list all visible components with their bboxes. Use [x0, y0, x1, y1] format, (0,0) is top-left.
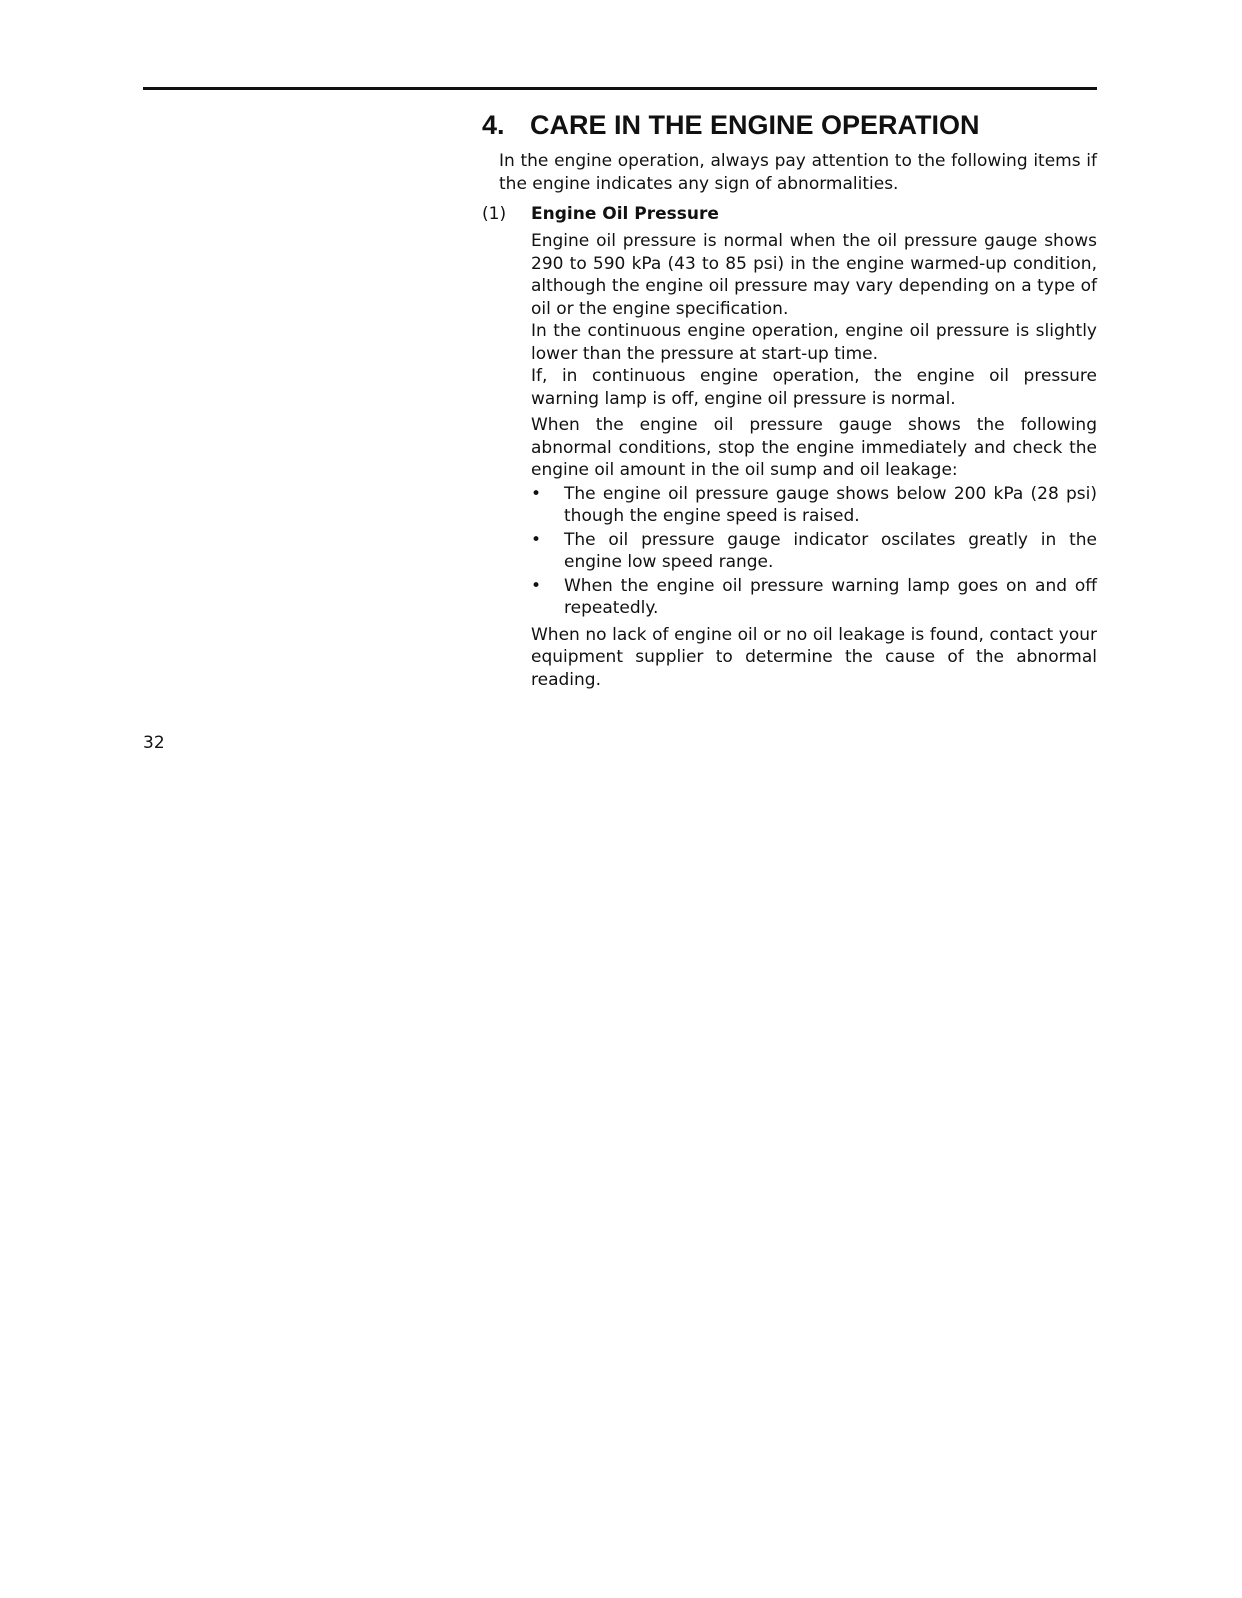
paragraph-closing: When no lack of engine oil or no oil leakage is found, contact your equipment supplier to determine the cause of the abnormal reading.: [531, 624, 1097, 690]
list-item: [531, 575, 1097, 620]
paragraph-abnormal-conditions: When the engine oil pressure gauge shows the following abnormal conditions, stop the engine immediately and check the engine oil amount in the oil sump and oil leakage:: [531, 415, 1097, 480]
subsection-body: [531, 230, 1097, 691]
list-item-text: The oil pressure gauge indicator oscilates greatly in the engine low speed range.: [564, 529, 1097, 572]
section-number: 4.: [482, 110, 505, 140]
abnormal-conditions-list: [531, 483, 1097, 620]
section-intro: In the engine operation, always pay attention to the following items if the engine indicates any sign of abnormalities.: [499, 151, 1097, 194]
bullet-icon: •: [531, 483, 542, 504]
subsection-number: (1): [482, 204, 507, 224]
header-rule: [143, 87, 1097, 90]
paragraph-continuous-operation: In the continuous engine operation, engine oil pressure is slightly lower than the pressure at start-up time.: [531, 321, 1097, 364]
paragraph-warning-lamp: If, in continuous engine operation, the engine oil pressure warning lamp is off, engine oil pressure is normal.: [531, 366, 1097, 409]
list-item: [531, 529, 1097, 574]
bullet-icon: •: [531, 575, 542, 596]
section-heading: [482, 108, 1102, 142]
section-title: CARE IN THE ENGINE OPERATION: [530, 110, 980, 140]
list-item-text: The engine oil pressure gauge shows below 200 kPa (28 psi) though the engine speed is raised.: [564, 483, 1097, 526]
bullet-icon: •: [531, 529, 542, 550]
paragraph-normal-pressure: Engine oil pressure is normal when the oil pressure gauge shows 290 to 590 kPa (43 to 85 psi) in the engine warmed-up condition, although the engine oil pressure may vary depending on a type of oil or the engine specification.: [531, 231, 1097, 319]
page-number: 32: [143, 733, 165, 753]
subsection-heading: [482, 203, 1097, 225]
list-item-text: When the engine oil pressure warning lamp goes on and off repeatedly.: [564, 575, 1097, 618]
list-item: [531, 483, 1097, 528]
subsection-title: Engine Oil Pressure: [531, 204, 719, 224]
